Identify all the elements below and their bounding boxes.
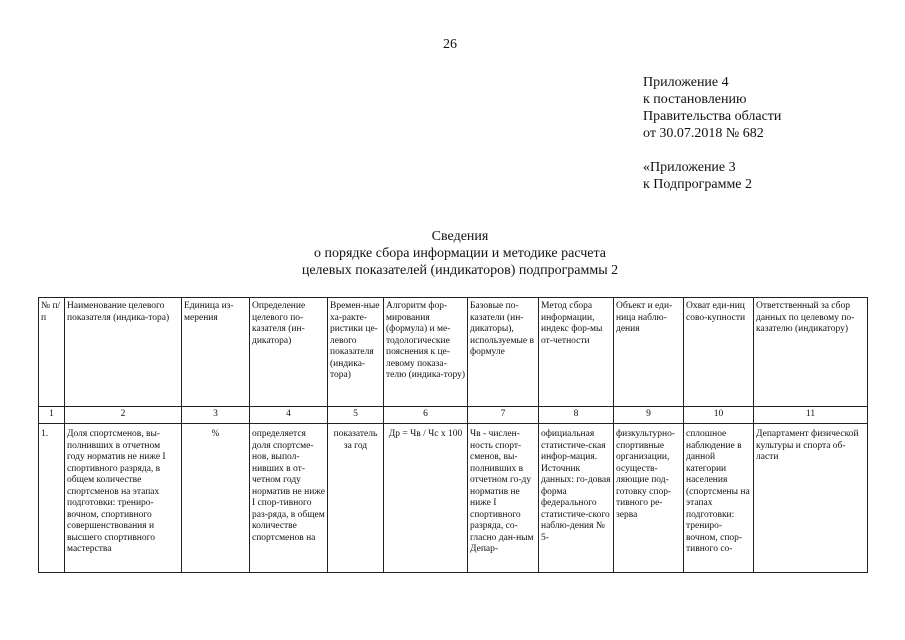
title-line: целевых показателей (индикаторов) подпрограммы 2 xyxy=(301,263,619,278)
cell-indicator-name: Доля спортсменов, вы-полнивших в отчетном году норматив не ниже I спортивного разряда, в общем количестве спортсменов на этапах подготовки: трениро-вочном, спортивного совершенствования и высшего спортивного мастерства xyxy=(65,424,182,573)
cell-time-characteristics: показатель за год xyxy=(328,424,384,573)
column-number: 3 xyxy=(182,407,250,424)
appendix-reference xyxy=(643,74,781,193)
appendix-sub-line: к Подпрограмме 2 xyxy=(643,177,753,192)
column-number: 11 xyxy=(754,407,868,424)
header-cell: Наименование целевого показателя (индика-тора) xyxy=(65,298,182,407)
header-cell: Ответственный за сбор данных по целевому по-казателю (индикатору) xyxy=(754,298,868,407)
cell-formula: Др = Чв / Чс x 100 xyxy=(384,424,468,573)
column-number-row xyxy=(39,407,868,424)
cell-collection-method: официальная статистиче-ская инфор-мация. Источник данных: го-довая форма федерального статистиче-ского наблю-дения № 5- xyxy=(539,424,614,573)
header-cell: Времен-ные ха-ракте-ристики це-левого показателя (индика-тора) xyxy=(328,298,384,407)
title-line: Сведения xyxy=(431,229,489,244)
cell-responsible: Департамент физической культуры и спорта об-ласти xyxy=(754,424,868,573)
cell-unit: % xyxy=(182,424,250,573)
header-cell: Единица из-мерения xyxy=(182,298,250,407)
cell-base-indicators: Чв - числен-ность спорт-сменов, вы-полнивших в отчетном го-ду норматив не ниже I спортивного разряда, со-гласно дан-ным Депар- xyxy=(468,424,539,573)
column-number: 8 xyxy=(539,407,614,424)
header-cell: Охват еди-ниц сово-купности xyxy=(684,298,754,407)
column-number: 5 xyxy=(328,407,384,424)
cell-observation-object: физкультурно-спортивные организации, осуществ-ляющие под-готовку спор-тивного ре-зерва xyxy=(614,424,684,573)
column-number: 6 xyxy=(384,407,468,424)
header-cell: Алгоритм фор-мирования (формула) и ме-тодологические пояснения к це-левому показа-телю (индика-тору) xyxy=(384,298,468,407)
cell-coverage: сплошное наблюдение в данной категории населения (спортсмены на этапах подготовки: трениро-вочном, спор-тивного со- xyxy=(684,424,754,573)
appendix-line: от 30.07.2018 № 682 xyxy=(643,126,764,141)
column-number: 2 xyxy=(65,407,182,424)
cell-row-number: 1. xyxy=(39,424,65,573)
column-number: 1 xyxy=(39,407,65,424)
indicators-table xyxy=(38,297,868,573)
column-number: 7 xyxy=(468,407,539,424)
appendix-line: к постановлению xyxy=(643,92,747,107)
appendix-line: Приложение 4 xyxy=(643,75,729,90)
title-line: о порядке сбора информации и методике расчета xyxy=(313,246,607,261)
cell-definition: определяется доля спортсме-нов, выпол-нивших в от-четном году норматив не ниже I спор-тивного раз-ряда, в общем количестве спортсменов на xyxy=(250,424,328,573)
document-title xyxy=(250,228,670,279)
header-cell: Метод сбора информации, индекс фор-мы от-четности xyxy=(539,298,614,407)
appendix-line: Правительства области xyxy=(643,109,782,124)
column-number: 10 xyxy=(684,407,754,424)
table-header-row xyxy=(39,298,868,407)
column-number: 4 xyxy=(250,407,328,424)
page-number: 26 xyxy=(443,37,457,52)
table-row xyxy=(39,424,868,573)
header-cell: Объект и еди-ница наблю-дения xyxy=(614,298,684,407)
appendix-sub-line: «Приложение 3 xyxy=(643,160,736,175)
header-cell: Базовые по-казатели (ин-дикаторы), используемые в формуле xyxy=(468,298,539,407)
header-cell: Определение целевого по-казателя (ин-дикатора) xyxy=(250,298,328,407)
header-cell: № п/п xyxy=(39,298,65,407)
column-number: 9 xyxy=(614,407,684,424)
